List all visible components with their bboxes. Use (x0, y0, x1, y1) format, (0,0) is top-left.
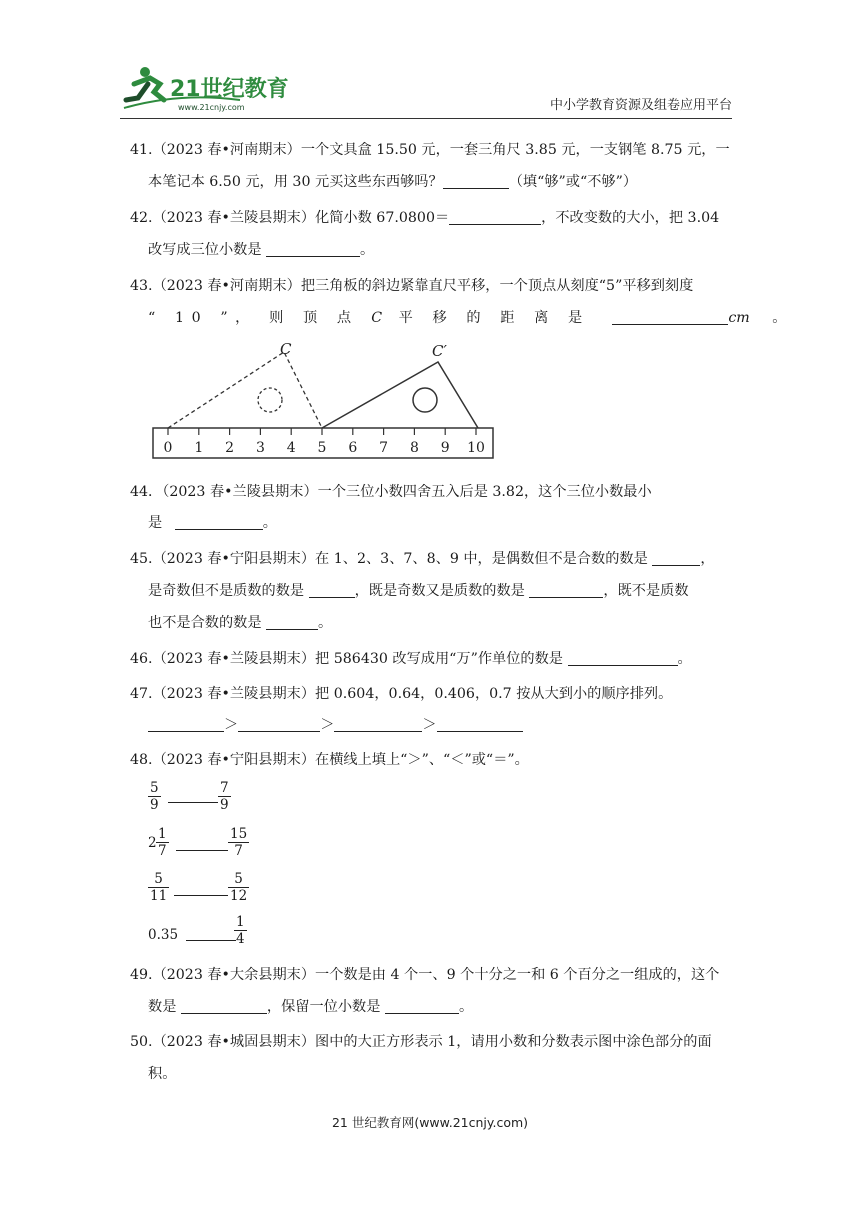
q48-r3-right-fraction: $\frac{5}{12}$ (230, 871, 248, 904)
q48-r3-blank[interactable] (174, 895, 228, 896)
q44-answer-blank[interactable] (175, 513, 263, 530)
q41-line1: 41.（2023 春•河南期末）一个文具盒 15.50 元，一套三角尺 3.85 元，一支钢笔 8.75 元，一 (130, 142, 730, 158)
logo-text: 21世纪教育 (170, 77, 289, 102)
page-header (120, 60, 732, 116)
label-c-prime: C′ (432, 342, 447, 360)
q45-line1 (130, 549, 715, 569)
q46-line1 (130, 649, 692, 669)
q42-text-d: 。 (360, 242, 375, 258)
q48-r2-left-fraction: $\frac{1}{7}$ (158, 826, 167, 859)
ruler-label-8: 8 (409, 440, 419, 456)
logo-url: www.21cnjy.com (178, 103, 245, 112)
ruler-label-7: 7 (379, 440, 389, 456)
q45-text-c: 是奇数但不是质数的数是 (148, 583, 305, 599)
q43-var-c: C (371, 310, 383, 326)
q45-line2 (148, 581, 689, 601)
q49-text-c: 。 (458, 999, 474, 1015)
header-platform-text: 中小学教育资源及组卷应用平台 (549, 98, 732, 113)
q49-line2 (148, 997, 473, 1017)
q50-line1: 50.（2023 春•城固县期末）图中的大正方形表示 1，请用小数和分数表示图中涂色部分的面 (130, 1034, 712, 1050)
q48-r4-right-fraction: $\frac{1}{4}$ (236, 914, 245, 947)
q45-blank-4[interactable] (266, 613, 318, 630)
q48-r3-left-fraction: $\frac{5}{11}$ (150, 871, 168, 904)
q45-blank-2[interactable] (309, 581, 355, 598)
q47-blank-1[interactable] (148, 715, 224, 732)
q48-r1-right-fraction: $\frac{7}{9}$ (220, 780, 229, 813)
q48-row-2 (148, 826, 268, 866)
ruler-label-2: 2 (225, 440, 235, 456)
ruler-label-0: 0 (163, 440, 173, 456)
q49-text-b: ，保留一位小数是 (266, 999, 381, 1015)
q42-line2 (148, 240, 374, 260)
solid-triangle-hole (413, 388, 437, 412)
q42-text-b: ，不改变数的大小，把 3.04 (541, 210, 720, 226)
q49-text-a: 数是 (148, 999, 177, 1015)
q45-text-a: 45.（2023 春•宁阳县期末）在 1、2、3、7、8、9 中，是偶数但不是合数的数是 (130, 551, 648, 567)
q47-blank-3[interactable] (334, 715, 422, 732)
q43-text-b: 平 移 的 距 离 是 (398, 310, 590, 326)
q43-text-a: “ 10 ”， 则 顶 点 (148, 310, 359, 326)
q45-text-g: 。 (318, 615, 333, 631)
q44-text-a: 是 (148, 515, 163, 531)
label-c: C (280, 340, 292, 358)
q43-line2 (148, 308, 786, 328)
q48-row-3 (148, 871, 268, 911)
q43-end: 。 (772, 310, 787, 326)
q48-r2-blank[interactable] (176, 850, 228, 851)
q49-line1: 49.（2023 春•大余县期末）一个数是由 4 个一、9 个十分之一和 6 个百分之一组成的，这个 (130, 967, 720, 983)
q47-gt-3: ＞ (422, 717, 437, 733)
page-footer: 21 世纪教育网(www.21cnjy.com) (331, 1115, 529, 1130)
q47-gt-2: ＞ (320, 717, 335, 733)
q43-unit: cm (728, 310, 750, 326)
q48-r1-left-fraction: $\frac{5}{9}$ (150, 780, 159, 813)
q46-answer-blank[interactable] (568, 649, 678, 666)
q50-line2: 积。 (148, 1066, 177, 1082)
q45-text-b: ， (700, 551, 715, 567)
ruler-label-10: 10 (467, 440, 485, 456)
q43-answer-blank[interactable] (612, 308, 728, 325)
dashed-triangle (168, 352, 322, 428)
q48-row-4 (148, 914, 268, 954)
q41-line2 (148, 172, 637, 192)
q42-text-c: 改写成三位小数是 (148, 242, 262, 258)
solid-triangle (322, 362, 478, 428)
q42-blank-2[interactable] (266, 240, 360, 257)
ruler-label-1: 1 (194, 440, 204, 456)
q44-line1: 44．（2023 春•兰陵县期末）一个三位小数四舍五入后是 3.82，这个三位小数最小 (130, 484, 652, 500)
q41-answer-blank[interactable] (443, 172, 509, 189)
q45-text-f: 也不是合数的数是 (148, 615, 262, 631)
q48-r4-left-decimal: 0.35 (148, 927, 179, 943)
q47-blank-4[interactable] (437, 715, 523, 732)
q47-gt-1: ＞ (224, 717, 239, 733)
q47-line2 (148, 715, 523, 735)
q41-text-a: 本笔记本 6.50 元，用 30 元买这些东西够吗？ (148, 174, 443, 190)
ruler-label-5: 5 (317, 440, 327, 456)
ruler-label-4: 4 (286, 440, 296, 456)
q46-text-a: 46.（2023 春•兰陵县期末）把 586430 改写成用“万”作单位的数是 (130, 651, 563, 667)
q48-r4-blank[interactable] (186, 940, 236, 941)
q48-r2-whole: 2 (148, 835, 157, 851)
header-divider (120, 118, 732, 119)
q49-blank-2[interactable] (385, 997, 459, 1014)
dashed-triangle-hole (258, 388, 282, 412)
q42-text-a: 42.（2023 春•兰陵县期末）化简小数 67.0800＝ (130, 210, 450, 226)
q42-line1 (130, 208, 719, 228)
q44-line2 (148, 513, 277, 533)
q41-text-b: （填“够”或“不够”） (508, 174, 638, 190)
q45-blank-1[interactable] (652, 549, 700, 566)
q42-blank-1[interactable] (449, 208, 541, 225)
site-logo (120, 62, 300, 114)
q48-r1-blank[interactable] (168, 802, 218, 803)
q43-line1: 43.（2023 春•河南期末）把三角板的斜边紧靠直尺平移，一个顶点从刻度“5”平移到刻度 (130, 278, 694, 294)
q45-text-d: ，既是奇数又是质数的数是 (354, 583, 525, 599)
q45-text-e: ，既不是质数 (603, 583, 689, 599)
q46-text-b: 。 (677, 651, 692, 667)
ruler-label-3: 3 (255, 440, 265, 456)
q45-blank-3[interactable] (529, 581, 603, 598)
ruler-label-6: 6 (348, 440, 358, 456)
q48-r2-right-fraction: $\frac{15}{7}$ (230, 826, 248, 859)
q45-line3 (148, 613, 332, 633)
q47-line1: 47.（2023 春•兰陵县期末）把 0.604，0.64，0.406，0.7 按从大到小的顺序排列。 (130, 686, 673, 702)
q43-figure (150, 338, 495, 462)
ruler-label-9: 9 (440, 440, 450, 456)
q47-blank-2[interactable] (238, 715, 320, 732)
q48-line1: 48.（2023 春•宁阳县期末）在横线上填上“＞”、“＜”或“＝”。 (130, 752, 529, 768)
q49-blank-1[interactable] (181, 997, 267, 1014)
q44-text-b: 。 (262, 515, 277, 531)
q48-row-1 (148, 780, 268, 820)
